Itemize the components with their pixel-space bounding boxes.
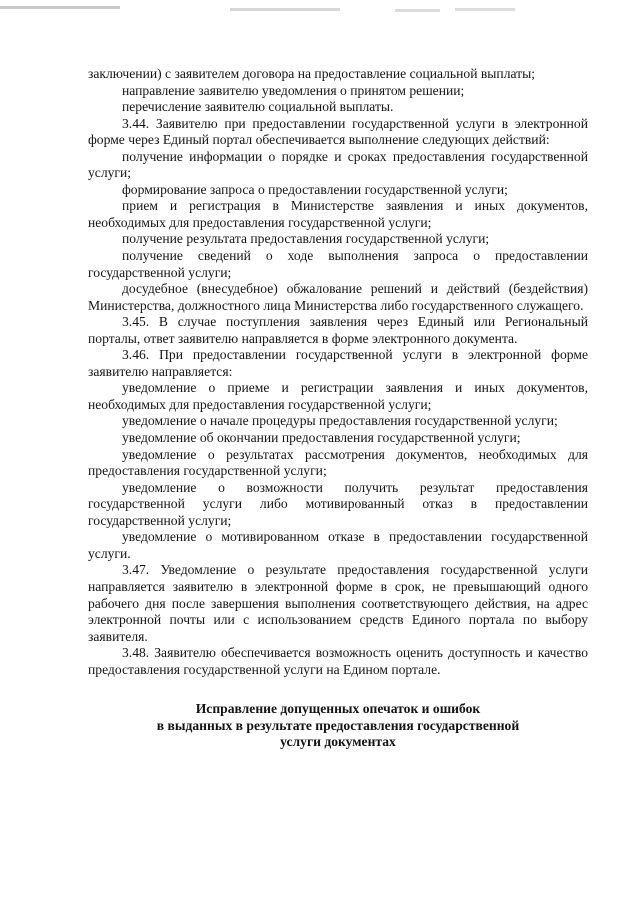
paragraph: заключении) с заявителем договора на предоставление социальной выплаты; bbox=[88, 66, 536, 81]
scan-artifact bbox=[455, 8, 515, 11]
scan-artifact bbox=[230, 8, 340, 11]
paragraph: уведомление о результатах рассмотрения документов, необходимых для предоставления государственной услуги; bbox=[88, 446, 588, 479]
paragraph: уведомление о возможности получить результат предоставления государственной услуги либо мотивированный отказ в предоставлении государственной услуги; bbox=[88, 479, 588, 528]
paragraph: направление заявителю уведомления о принятом решении; bbox=[122, 82, 465, 98]
paragraph: получение сведений о ходе выполнения запроса о предоставлении государственной услуги; bbox=[88, 248, 588, 280]
section-heading-line: Исправление допущенных опечаток и ошибок bbox=[195, 701, 481, 717]
paragraph: получение результата предоставления государственной услуги; bbox=[122, 231, 490, 247]
paragraph: 3.44. Заявителю при предоставлении государственной услуги в электронной форме через Единый портал обеспечивается выполнение следующих действий: bbox=[88, 115, 588, 148]
paragraph: 3.47. Уведомление о результате предоставления государственной услуги направляется заявителю в электронной форме в срок, не превышающий одного рабочего дня после завершения выполнения соответствующего действия, на адрес электронной почты или с использованием средств Единого портала по выбору заявителя. bbox=[88, 562, 588, 644]
paragraph: 3.46. При предоставлении государственной услуги в электронной форме заявителю направляется: bbox=[88, 347, 588, 379]
paragraph: досудебное (внесудебное) обжалование решений и действий (бездействия) Министерства, должностного лица Министерства либо государственного служащего. bbox=[88, 281, 588, 313]
section-heading-line: услуги документах bbox=[280, 734, 396, 750]
paragraph: 3.45. В случае поступления заявления через Единый или Региональный порталы, ответ заявителю направляется в форме электронного документа. bbox=[88, 314, 588, 346]
document-body bbox=[88, 66, 588, 751]
section-heading bbox=[88, 701, 588, 751]
scan-artifact bbox=[395, 9, 440, 12]
paragraph: уведомление о приеме и регистрации заявления и иных документов, необходимых для предоставления государственной услуги; bbox=[88, 380, 588, 412]
section-heading-line: в выданных в результате предоставления государственной bbox=[156, 717, 520, 733]
scan-artifact bbox=[0, 6, 120, 9]
paragraph: уведомление об окончании предоставления государственной услуги; bbox=[122, 430, 521, 446]
paragraph: получение информации о порядке и сроках предоставления государственной услуги; bbox=[88, 148, 588, 181]
paragraph: 3.48. Заявителю обеспечивается возможность оценить доступность и качество предоставления государственной услуги на Едином портале. bbox=[88, 645, 588, 677]
paragraph: уведомление о начале процедуры предоставления государственной услуги; bbox=[122, 413, 558, 429]
paragraph: прием и регистрация в Министерстве заявления и иных документов, необходимых для предоставления государственной услуги; bbox=[88, 198, 588, 230]
paragraph: перечисление заявителю социальной выплаты. bbox=[122, 99, 394, 115]
paragraph: формирование запроса о предоставлении государственной услуги; bbox=[122, 181, 508, 197]
paragraph: уведомление о мотивированном отказе в предоставлении государственной услуги. bbox=[88, 529, 588, 561]
